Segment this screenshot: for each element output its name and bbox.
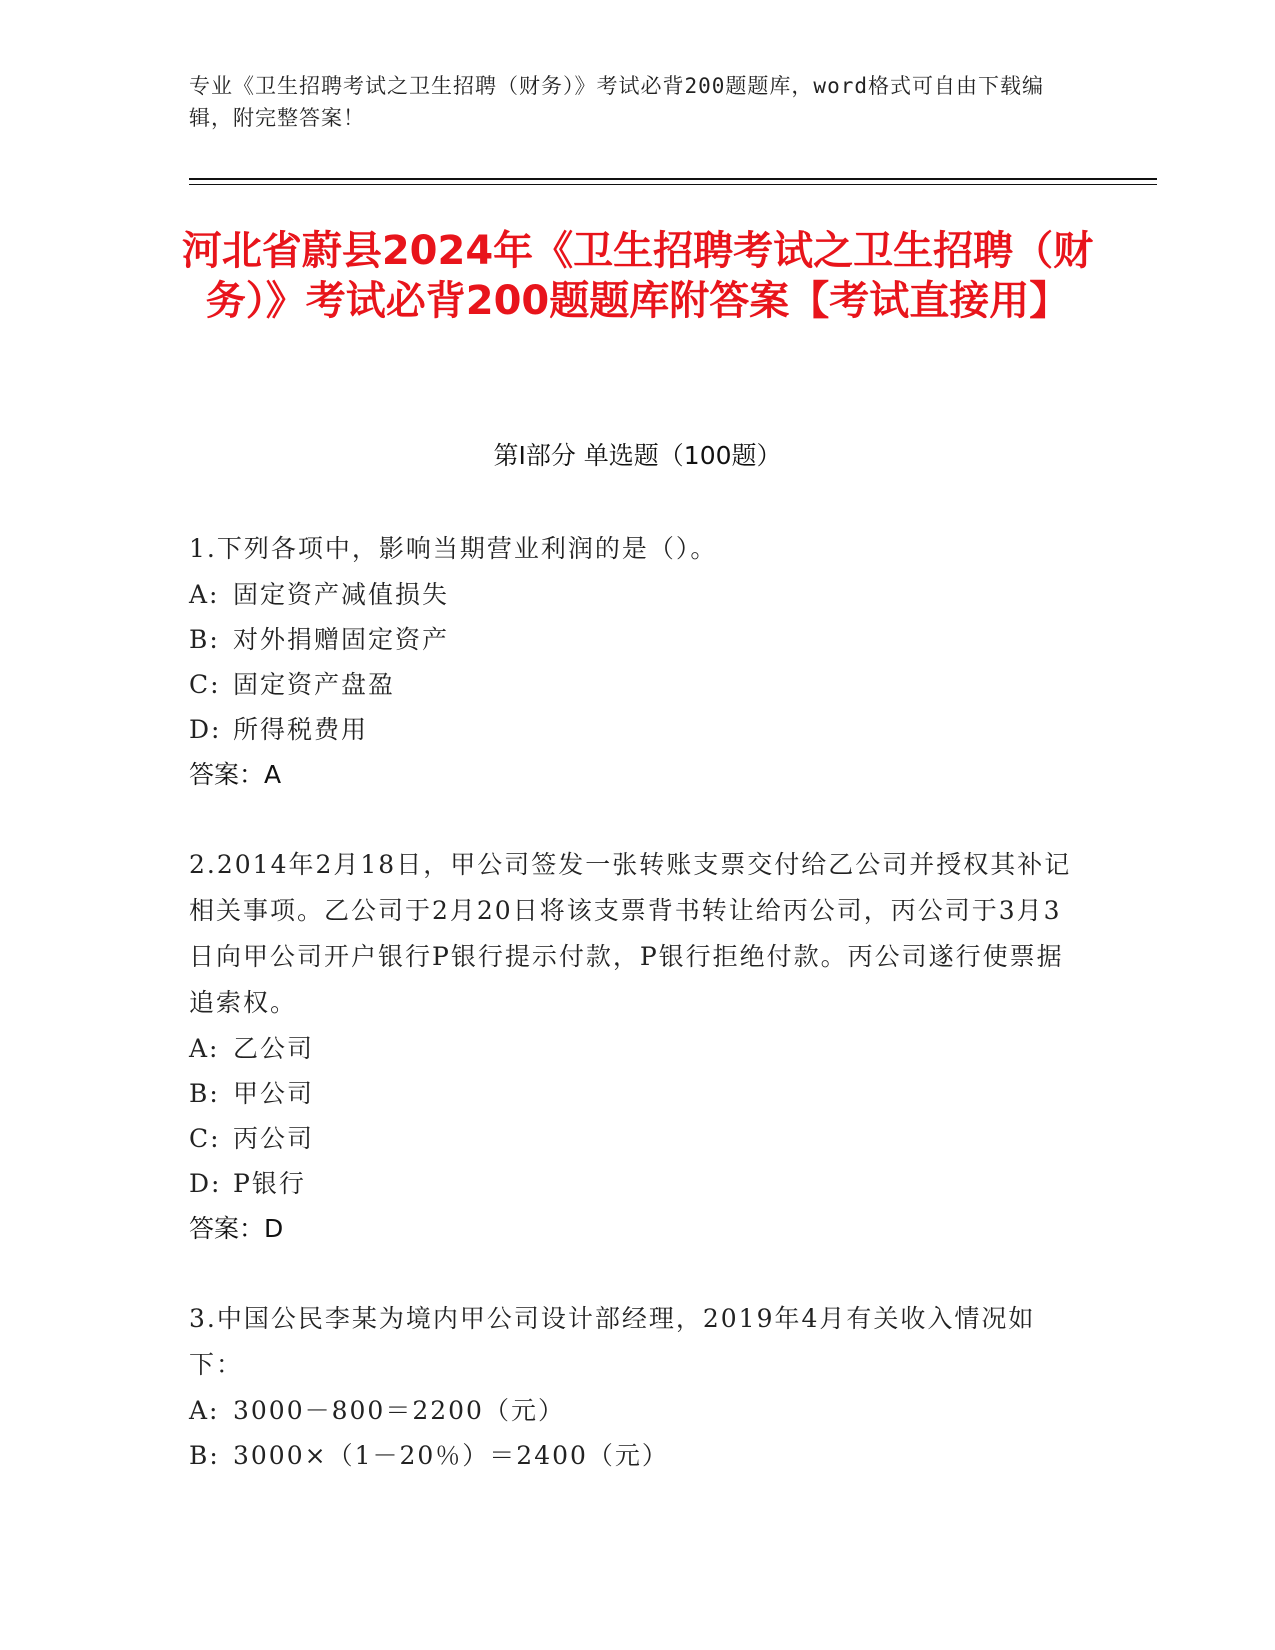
question-stem: 3.中国公民李某为境内甲公司设计部经理，2019年4月有关收入情况如下：: [189, 1304, 1036, 1379]
option-b: [189, 617, 1079, 662]
option-key: D:: [189, 1169, 222, 1198]
question-1: [189, 526, 1079, 798]
option-c: [189, 1116, 1079, 1161]
option-key: C:: [189, 670, 221, 699]
option-text: 甲公司: [233, 1079, 315, 1108]
option-b: [189, 1071, 1079, 1116]
option-key: B:: [189, 1079, 220, 1108]
question-2: [189, 842, 1079, 1252]
question-stem: 2.2014年2月18日，甲公司签发一张转账支票交付给乙公司并授权其补记相关事项。乙公司于2月20日将该支票背书转让给丙公司，丙公司于3月3日向甲公司开户银行P银行提示付款，P银行拒绝付款。丙公司遂行使票据追索权。: [189, 850, 1072, 1017]
option-text: 丙公司: [233, 1124, 315, 1153]
option-a: [189, 572, 1079, 617]
option-key: C:: [189, 1124, 221, 1153]
option-key: A:: [189, 580, 220, 609]
option-text: 对外捐赠固定资产: [233, 625, 450, 654]
question-3: [189, 1296, 1079, 1478]
option-key: A:: [189, 1396, 220, 1425]
option-text: 所得税费用: [233, 715, 369, 744]
option-c: [189, 662, 1079, 707]
header-divider-thick: [189, 178, 1157, 180]
option-a: [189, 1026, 1079, 1071]
option-text: P银行: [233, 1169, 306, 1198]
option-d: [189, 707, 1079, 752]
option-b: [189, 1433, 1079, 1478]
option-a: [189, 1388, 1079, 1433]
section-heading: 第Ⅰ部分 单选题（100题）: [493, 441, 782, 470]
answer: 答案：D: [189, 1214, 284, 1243]
question-stem: 1.下列各项中，影响当期营业利润的是（）。: [189, 534, 718, 563]
option-text: 3000×（1－20％）＝2400（元）: [233, 1441, 669, 1470]
header-divider-thin: [189, 184, 1157, 185]
option-key: B:: [189, 625, 220, 654]
option-key: B:: [189, 1441, 220, 1470]
option-text: 固定资产减值损失: [233, 580, 450, 609]
option-text: 乙公司: [233, 1034, 315, 1063]
option-text: 3000－800＝2200（元）: [233, 1396, 565, 1425]
option-text: 固定资产盘盈: [233, 670, 396, 699]
header-note: 专业《卫生招聘考试之卫生招聘（财务）》考试必背200题题库，word格式可自由下载编辑，附完整答案！: [189, 74, 1044, 130]
answer: 答案：A: [189, 760, 282, 789]
document-title: 河北省蔚县2024年《卫生招聘考试之卫生招聘（财务）》考试必背200题题库附答案【考试直接用】: [181, 228, 1094, 324]
option-d: [189, 1161, 1079, 1206]
option-key: A:: [189, 1034, 220, 1063]
option-key: D:: [189, 715, 222, 744]
